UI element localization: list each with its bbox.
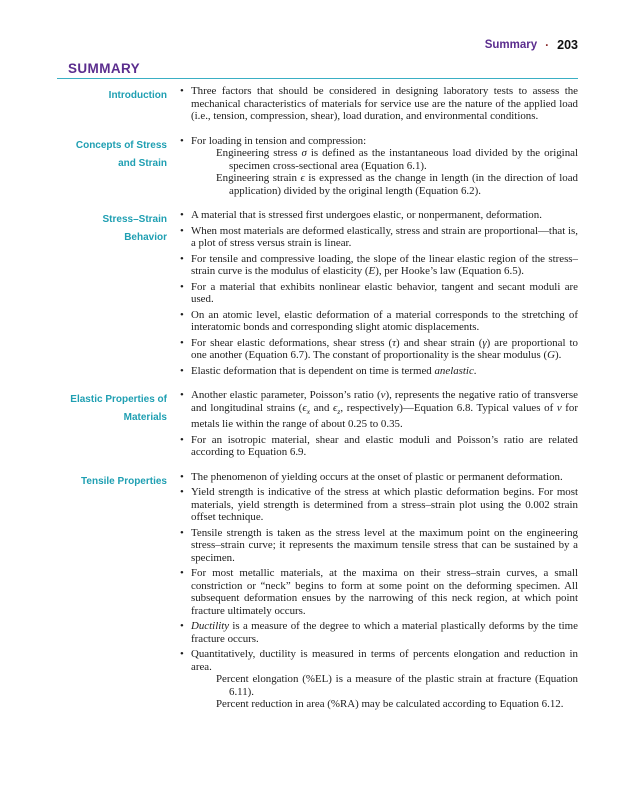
bullet-text: On an atomic level, elastic deformation of a material corresponds to the stretching of interatomic bonds and corresponding slight atomic displacements. <box>191 308 578 333</box>
page-number: 203 <box>557 38 578 52</box>
bullet-text: For most metallic materials, at the maxima on their stress–strain curves, a small constriction or “neck” begins to form at some point on the deforming specimen. All subsequent deformation ensues by the narrowing of this neck region, at which point fracture ultimately occurs. <box>191 567 578 617</box>
bullet-text: For an isotropic material, shear and elastic moduli and Poisson’s ratio are related according to Equation 6.9. <box>191 433 578 459</box>
bullet-item <box>180 85 578 123</box>
bullet-item <box>180 389 578 431</box>
bullet-list <box>180 389 578 459</box>
section-elastic-properties-of-materials <box>57 389 578 462</box>
section-body <box>180 389 578 462</box>
bullet-item <box>180 253 578 278</box>
bullet-list <box>180 85 578 123</box>
bullet-item <box>180 281 578 306</box>
bullet-text: Tensile strength is taken as the stress level at the maximum point on the engineering stress–strain curve; it represents the maximum tensile stress that can be sustained by a specimen. <box>191 526 578 564</box>
section-label-introduction: Introduction <box>108 90 167 101</box>
section-label-stress-strain-behavior: Stress–Strain Behavior <box>102 214 167 243</box>
margin-label-column <box>57 135 180 201</box>
margin-label-column <box>57 209 180 380</box>
bullet-text: Another elastic parameter, Poisson’s ratio (ν), represents the negative ratio of transverse and longitudinal strains ($\epsilon_x$ and $\epsilon_z$, respectively)—Equation 6.8. Typical values of ν for metals lie within the range of about 0.25 to 0.35. <box>191 389 578 431</box>
bullet-text: Three factors that should be considered in designing laboratory tests to assess the mechanical characteristics of materials for service use are the nature of the applied load (i.e., tension, compression, shear), load duration, and environmental conditions. <box>191 85 578 122</box>
bullet-item <box>180 620 578 645</box>
section-body <box>180 471 578 714</box>
sub-item: Percent elongation (%EL) is a measure of the plastic strain at fracture (Equation 6.11). <box>216 673 578 698</box>
section-label-concepts-of-stress-and-strain: Concepts of Stress and Strain <box>75 139 167 169</box>
section-label-tensile-properties: Tensile Properties <box>81 475 167 487</box>
bullet-text: Elastic deformation that is dependent on time is termed anelastic. <box>191 364 477 377</box>
section-stress-strain-behavior <box>57 209 578 380</box>
section-introduction <box>57 85 578 126</box>
bullet-list <box>180 209 578 377</box>
bullet-item <box>180 135 578 198</box>
bullet-text: For shear elastic deformations, shear stress (τ) and shear strain (γ) are proportional to one another (Equation 6.7). The constant of proportionality is the shear modulus (G). <box>191 336 578 361</box>
bullet-text: A material that is stressed first undergoes elastic, or nonpermanent, deformation. <box>191 209 542 221</box>
bullet-item <box>180 309 578 334</box>
bullet-item <box>180 486 578 524</box>
running-head-title: Summary <box>484 39 538 51</box>
section-body <box>180 135 578 201</box>
bullet-text: Ductility is a measure of the degree to which a material plastically deforms by the time fracture occurs. <box>191 620 578 645</box>
section-concepts-of-stress-and-strain <box>57 135 578 201</box>
margin-label-column <box>57 85 180 126</box>
bullet-text: When most materials are deformed elastically, stress and strain are proportional—that is, a plot of stress versus strain is linear. <box>191 224 578 249</box>
bullet-list <box>180 135 578 198</box>
bullet-list <box>180 471 578 711</box>
bullet-text: The phenomenon of yielding occurs at the onset of plastic or permanent deformation. <box>191 470 563 483</box>
heading-rule <box>57 78 578 79</box>
bullet-text: For tensile and compressive loading, the slope of the linear elastic region of the stress–strain curve is the modulus of elasticity (E), per Hooke’s law (Equation 6.5). <box>191 252 578 277</box>
bullet-text: Quantitatively, ductility is measured in terms of percents elongation and reduction in area. <box>191 648 578 673</box>
margin-label-column <box>57 471 180 714</box>
page-content <box>57 61 578 714</box>
bullet-item <box>180 648 578 711</box>
summary-heading: SUMMARY <box>68 61 141 76</box>
sub-item: Engineering strain ϵ is expressed as the change in length (in the direction of load application) divided by the original length (Equation 6.2). <box>216 172 579 197</box>
bullet-item <box>180 567 578 617</box>
running-head <box>485 38 578 52</box>
bullet-item <box>180 365 578 378</box>
bullet-item <box>180 471 578 484</box>
sub-item: Engineering stress σ is defined as the instantaneous load divided by the original specimen cross-sectional area (Equation 6.1). <box>216 147 578 172</box>
section-body <box>180 85 578 126</box>
section-label-elastic-properties-of-materials: Elastic Properties of Materials <box>70 394 167 423</box>
bullet-item <box>180 225 578 250</box>
bullet-text: Yield strength is indicative of the stress at which plastic deformation begins. For most materials, yield strength is determined from a stress–strain plot using the 0.002 strain offset technique. <box>191 486 578 524</box>
bullet-text: For loading in tension and compression: <box>191 134 367 147</box>
margin-label-column <box>57 389 180 462</box>
bullet-item <box>180 527 578 565</box>
bullet-item <box>180 337 578 362</box>
sub-item: Percent reduction in area (%RA) may be calculated according to Equation 6.12. <box>216 698 564 711</box>
running-head-separator-dot: · <box>545 38 550 52</box>
bullet-item <box>180 434 578 459</box>
bullet-text: For a material that exhibits nonlinear elastic behavior, tangent and secant moduli are used. <box>191 280 578 305</box>
section-tensile-properties <box>57 471 578 714</box>
bullet-item <box>180 209 578 222</box>
section-body <box>180 209 578 380</box>
